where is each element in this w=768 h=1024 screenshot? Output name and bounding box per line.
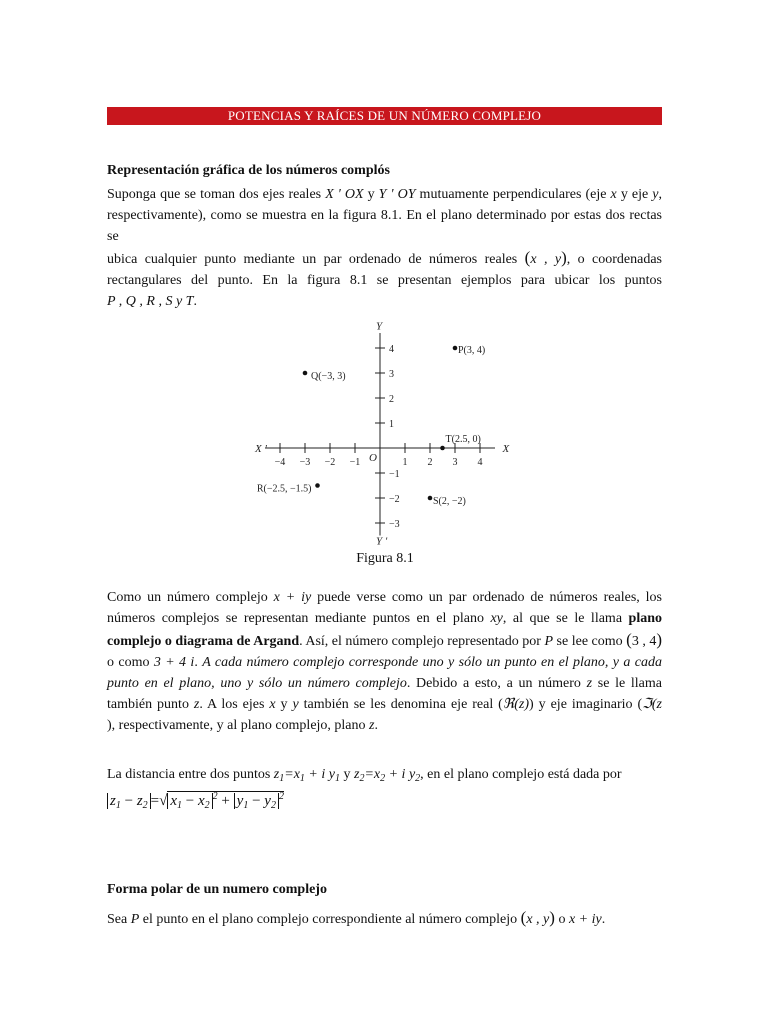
y-tick-label: −2 <box>389 494 400 505</box>
point-label: Q(−3, 3) <box>311 371 346 382</box>
data-point <box>428 496 433 501</box>
x-tick-label: 4 <box>477 457 483 468</box>
intro-line-3: ubica cualquier punto mediante un par ordenado de números reales (x , y), o coordenadas <box>107 248 663 267</box>
point-label: R(−2.5, −1.5) <box>256 483 312 495</box>
x-tick-label: −2 <box>324 457 336 468</box>
intro-line-5: P , Q , R , S y T. <box>107 294 197 309</box>
polar-paragraph <box>107 907 662 930</box>
section-heading-graphic-representation: Representación gráfica de los números complós <box>107 163 390 178</box>
intro-line-1: Suponga que se toman dos ejes reales X ' OX y Y ' OY mutuamente perpendiculares (eje x y eje y, <box>107 187 662 202</box>
y-tick-label: 1 <box>389 419 394 430</box>
point-label: P(3, 4) <box>458 345 486 356</box>
figure-caption: Figura 8.1 <box>356 551 414 566</box>
argand-line-2: números complejos se representan mediante puntos en el plano xy, al que se le llama plano <box>107 611 662 626</box>
x-tick-label: 3 <box>452 457 458 468</box>
argand-line-1: Como un número complejo x + iy puede verse como un par ordenado de números reales, los <box>107 590 662 605</box>
intro-paragraph <box>107 184 662 312</box>
intro-line-2: respectivamente), como se muestra en la figura 8.1. En el plano determinado por estas dos rectas se <box>107 208 662 244</box>
argand-line-6: también punto z. A los ejes x y y también se les denomina eje real (ℜ(z)) y eje imaginario (ℑ(z <box>107 697 662 712</box>
argand-line-7: ), respectivamente, y al plano complejo, plano z. <box>107 718 378 733</box>
argand-line-3: complejo o diagrama de Argand. Así, el número complejo representado por P se lee como (3 , 4) <box>107 630 663 649</box>
x-tick-label: −3 <box>299 457 311 468</box>
y-tick-label: 4 <box>389 344 394 355</box>
x-tick-label: −4 <box>274 457 286 468</box>
y-neg-axis-label: Y ' <box>376 535 388 548</box>
coordinate-plane <box>245 318 525 548</box>
polar-line: Sea P el punto en el plano complejo correspondiente al número complejo (x , y) o x + iy. <box>107 908 606 927</box>
argand-line-5: punto en el plano, uno y sólo un número complejo. Debido a esto, a un número z se le llama <box>107 676 662 691</box>
title-banner: POTENCIAS Y RAÍCES DE UN NÚMERO COMPLEJO <box>107 107 662 125</box>
distance-formula: $z_1 - z_2$ =√ $x_1 - x_2^2 + y_1 - y_2^2$ <box>107 791 284 811</box>
x-neg-axis-label: X ' <box>255 443 267 455</box>
data-point <box>303 371 308 376</box>
y-tick-label: 2 <box>389 394 394 405</box>
argand-paragraph <box>107 587 662 736</box>
argand-line-4: o como 3 + 4 i. A cada número complejo corresponde uno y sólo un punto en el plano, y a cada <box>107 655 662 670</box>
y-tick-label: 3 <box>389 369 394 380</box>
distance-paragraph <box>107 764 662 789</box>
x-tick-label: 1 <box>402 457 408 468</box>
x-axis-label: X <box>502 443 510 455</box>
y-axis-label: Y <box>376 320 383 333</box>
data-point <box>453 346 458 351</box>
section-heading-polar-form: Forma polar de un numero complejo <box>107 882 327 897</box>
y-tick-label: −1 <box>389 469 400 480</box>
data-point <box>440 446 445 451</box>
x-tick-label: −1 <box>349 457 361 468</box>
point-label: S(2, −2) <box>433 496 466 507</box>
intro-line-4: rectangulares del punto. En la figura 8.1 se presentan ejemplos para ubicar los puntos <box>107 273 662 288</box>
x-tick-label: 2 <box>427 457 433 468</box>
origin-label: O <box>369 452 377 464</box>
figure-8-1 <box>245 318 525 548</box>
y-tick-label: −3 <box>389 519 400 530</box>
data-point <box>315 483 320 488</box>
point-label: T(2.5, 0) <box>445 434 481 445</box>
distance-line: La distancia entre dos puntos $z_1=x_1 + i$ $y_1$ y $z_2=x_2 + i$ $y_2$, en el plano complejo está dada por <box>107 767 622 784</box>
